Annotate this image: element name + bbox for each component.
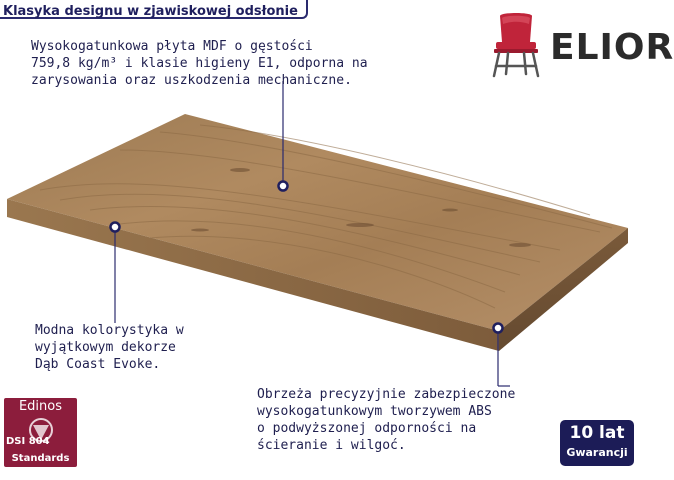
chair-icon xyxy=(486,12,546,78)
callout-material: Wysokogatunkowa płyta MDF o gęstości 759,8 kg/m³ i klasie higieny E1, odporna na zarysowania oraz uszkodzenia mechaniczne. xyxy=(31,39,368,88)
callout-edges: Obrzeża precyzyjnie zabezpieczone wysokogatunkowym tworzywem ABS o podwyższonej odporności na ścieranie i wilgoć. xyxy=(257,387,516,453)
warranty-label: Gwarancji xyxy=(566,446,628,459)
brand-logo xyxy=(486,12,674,84)
edinos-badge xyxy=(4,398,77,467)
page-title: Klasyka designu w zjawiskowej odsłonie xyxy=(3,4,298,19)
edinos-subtitle: Standards xyxy=(11,453,70,464)
header-banner xyxy=(0,0,308,19)
edinos-title: Edinos xyxy=(18,399,63,414)
warranty-years: 10 lat xyxy=(569,423,625,443)
warranty-badge xyxy=(560,420,634,466)
callout-color: Modna kolorystyka w wyjątkowym dekorze Dąb Coast Evoke. xyxy=(35,323,184,372)
brand-name: ELIOR xyxy=(550,27,674,68)
edinos-code: DSI 804 xyxy=(6,436,50,447)
